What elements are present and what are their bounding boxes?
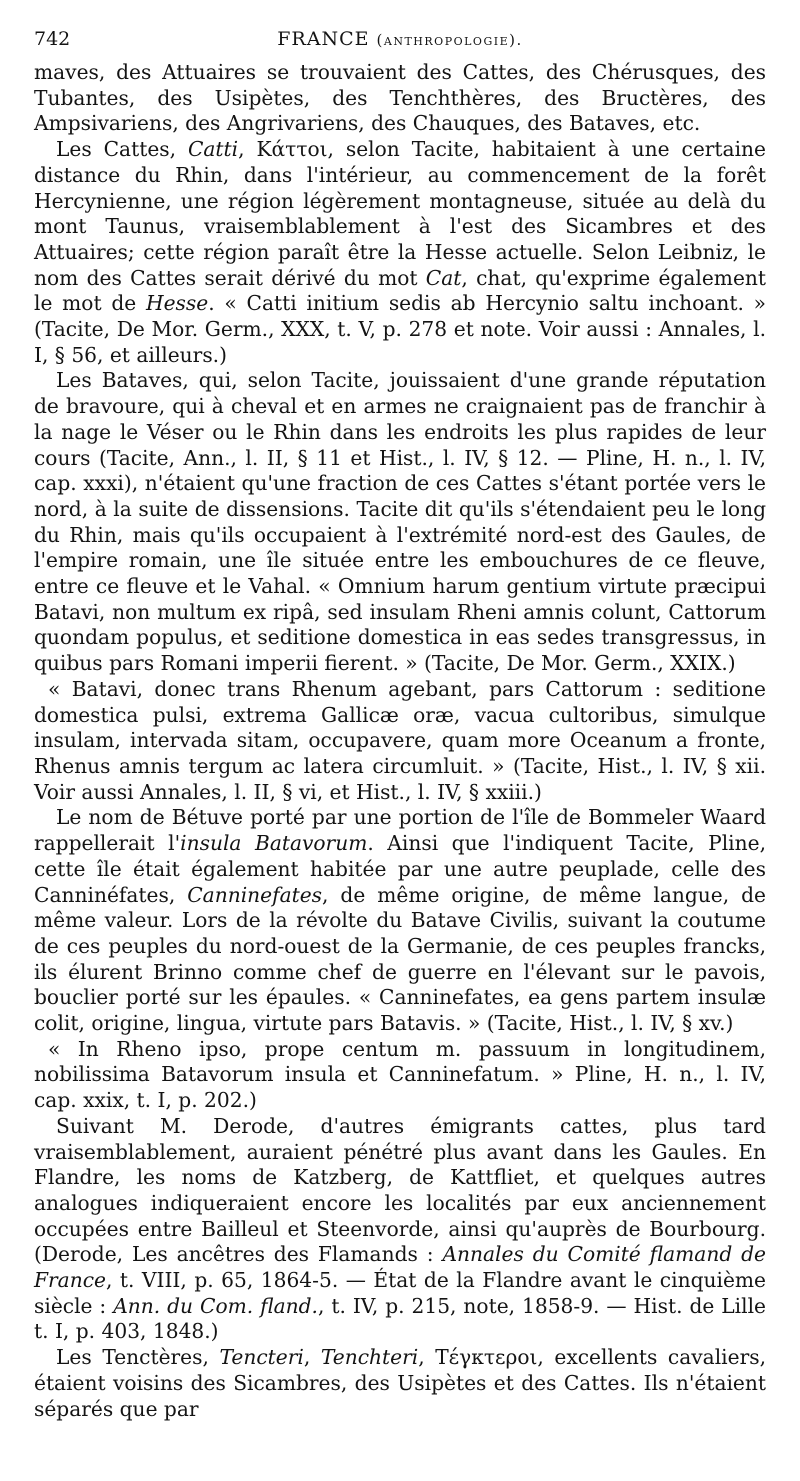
italic-text: Hesse	[145, 291, 209, 316]
paragraph	[34, 805, 766, 1036]
paragraph	[34, 137, 766, 368]
text-run: , Κάττοι, selon Tacite, habitaient à une certaine distance du Rhin, dans l'intérieur, au commencement de la forêt Hercynienne, une région légèrement montagneuse, située au delà du mont Taunus, vraisemblablement à l'est des Sicambres et des Attuaires; cette région paraît être la Hesse actuelle. Selon Leibniz, le nom des Cattes serait dérivé du mot	[34, 137, 766, 290]
text-run: maves, des Attuaires se trouvaient des Cattes, des Chérusques, des Tubantes, des Usipètes, des Tenchthères, des Bructères, des Ampsivariens, des Angrivariens, des Chauques, des Bataves, etc.	[34, 60, 766, 136]
italic-text: Ann. du Com. fland.	[113, 1293, 318, 1318]
text-run: Les Cattes,	[56, 137, 188, 162]
text-run: Le nom de Bétuve porté par une portion de l'île de Bommeler Waard rappellerait l'	[34, 805, 766, 856]
paragraph	[34, 1345, 766, 1422]
text-run: , de même origine, de même langue, de même valeur. Lors de la révolte du Batave Civilis, suivant la coutume de ces peuples du nord-ouest de la Germanie, de ces peuples francks, ils élurent Brinno comme chef de guerre en l'élevant sur le pavois, bouclier porté sur les épaules. « Canninefates, ea gens partem insulæ colit, origine, lingua, virtute pars Batavis. » (Tacite, Hist., l. IV, § xv.)	[34, 882, 767, 1036]
text-run: Les Tenctères,	[56, 1345, 220, 1370]
text-run: « In Rheno ipso, prope centum m. passuum in longitudinem, nobilissima Batavorum insula et Canninefatum. » Pline, H. n., l. IV, cap. xxix, t. I, p. 202.)	[34, 1036, 766, 1113]
italic-text: Catti	[187, 137, 239, 162]
italic-text: Cat	[425, 265, 462, 290]
paragraph	[34, 1114, 766, 1345]
italic-text: insula Batavorum	[180, 831, 368, 856]
running-title-subtitle: (anthropologie).	[376, 31, 523, 49]
paragraph	[34, 60, 766, 137]
running-title	[34, 28, 766, 50]
body-text	[34, 60, 766, 1422]
text-run: Les Bataves, qui, selon Tacite, jouissaient d'une grande réputation de bravoure, qui à cheval et en armes ne craignaient pas de franchir à la nage le Véser ou le Rhin dans les endroits les plus rapides de leur cours (Tacite, Ann., l. II, § 11 et Hist., l. IV, § 12. — Pline, H. n., l. IV, cap. xxxi), n'étaient qu'une fraction de ces Cattes s'étant portée vers le nord, à la suite de dissensions. Tacite dit qu'ils s'étendaient peu le long du Rhin, mais qu'ils occupaient à l'extrémité nord-est des Gaules, de l'empire romain, une île située entre les embouchures de ce fleuve, entre ce fleuve et le Vahal. « Omnium harum gentium virtute præcipui Batavi, non multum ex ripâ, sed insulam Rheni amnis colunt, Cattorum quondam populus, et seditione domestica in eas sedes transgressus, in quibus pars Romani imperii fierent. » (Tacite, De Mor. Germ., XXIX.)	[34, 368, 766, 676]
text-run: , t. VIII, p. 65, 1864-5. — État de la Flandre avant le cinquième siècle :	[34, 1268, 766, 1318]
italic-text: Annales du Comité flamand de France	[34, 1242, 766, 1293]
paragraph	[34, 368, 766, 676]
text-run: . « Catti initium sedis ab Hercynio saltu inchoant. » (Tacite, De Mor. Germ., XXX, t. V, p. 278 et note. Voir aussi : Annales, l. I, § 56, et ailleurs.)	[34, 291, 766, 367]
page-number: 742	[34, 28, 71, 50]
text-run: « Batavi, donec trans Rhenum agebant, pars Cattorum : seditione domestica pulsi, extrema Gallicæ oræ, vacua cultoribus, simulque insulam, intervada sitam, occupavere, quam more Oceanum a fronte, Rhenus amnis tergum ac latera circumluit. » (Tacite, Hist., l. IV, § xii. Voir aussi Annales, l. II, § vi, et Hist., l. IV, § xxiii.)	[34, 676, 766, 804]
italic-text: Tencteri	[219, 1345, 304, 1370]
running-header	[34, 28, 766, 60]
text-run: , Τέγκτεροι, excellents cavaliers, étaient voisins des Sicambres, des Usipètes et des Cattes. Ils n'étaient séparés que par	[34, 1345, 767, 1421]
text-run: , t. IV, p. 215, note, 1858-9. — Hist. de Lille t. I, p. 403, 1848.)	[34, 1293, 767, 1344]
paragraph	[34, 1037, 766, 1114]
paragraph	[34, 677, 766, 806]
text-run: . Ainsi que l'indiquent Tacite, Pline, cette île était également habitée par une autre peuplade, celle des Canninéfates,	[34, 831, 766, 907]
text-run: Suivant M. Derode, d'autres émigrants cattes, plus tard vraisemblablement, auraient pénétré plus avant dans les Gaules. En Flandre, les noms de Katzberg, de Kattfliet, et quelques autres analogues indiqueraient encore les localités par eux anciennement occupées entre Bailleul et Steenvorde, ainsi qu'auprès de Bourbourg. (Derode, Les ancêtres des Flamands :	[34, 1113, 766, 1267]
running-title-main: FRANCE	[277, 28, 370, 50]
italic-text: Tenchteri	[320, 1345, 419, 1370]
italic-text: Canninefates	[187, 882, 323, 907]
text-run: ,	[303, 1345, 321, 1370]
book-page	[34, 28, 766, 1422]
text-run: , chat, qu'exprime également le mot de	[34, 265, 766, 316]
